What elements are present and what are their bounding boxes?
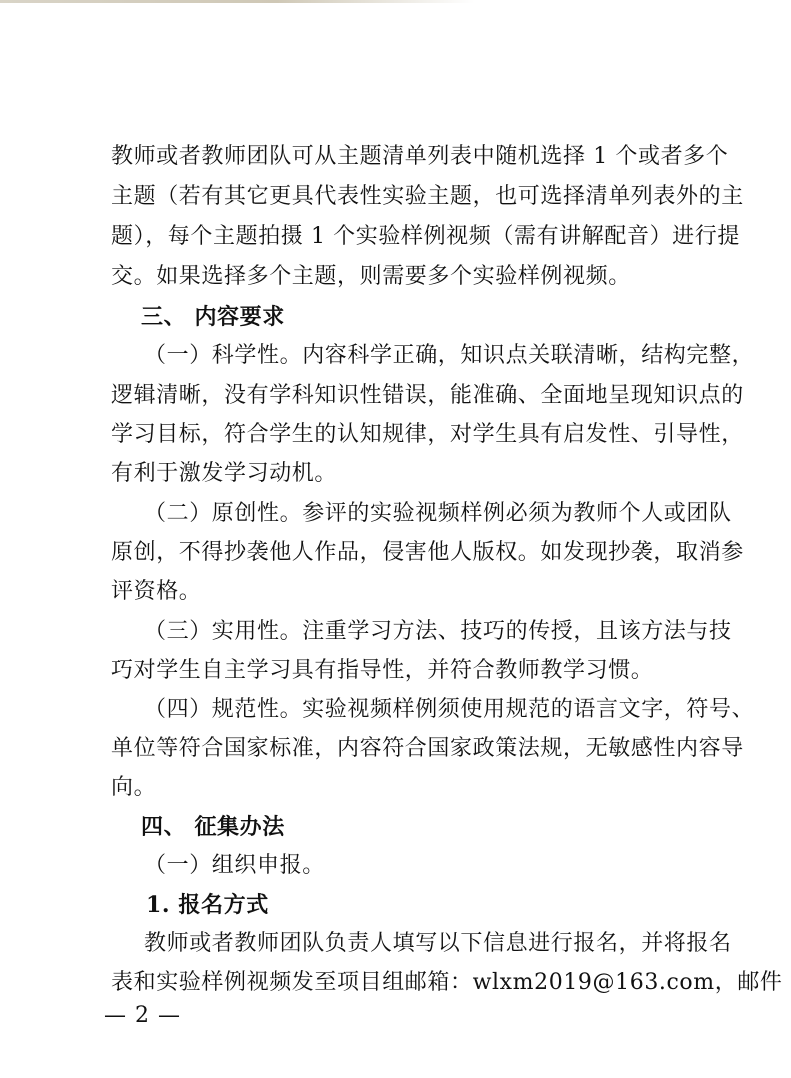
body-line: 题），每个主题拍摄 1 个实验样例视频（需有讲解配音）进行提 [111, 224, 740, 249]
paragraph-registration-line: 教师或者教师团队负责人填写以下信息进行报名，并将报名 [144, 931, 732, 956]
paragraph-standard-line: 向。 [111, 775, 157, 800]
section-heading-collection-method: 四、 征集办法 [141, 814, 285, 840]
body-line: 交。如果选择多个主题，则需要多个实验样例视频。 [111, 264, 631, 289]
paragraph-practicality-line: 巧对学生自主学习具有指导性，并符合教师教学习惯。 [111, 658, 654, 683]
paragraph-scientific-line: （一）科学性。内容科学正确，知识点关联清晰，结构完整， [144, 343, 755, 368]
paragraph-scientific-line: 逻辑清晰，没有学科知识性错误，能准确、全面地呈现知识点的 [111, 383, 744, 408]
paragraph-originality-line: （二）原创性。参评的实验视频样例必须为教师个人或团队 [144, 501, 732, 526]
paragraph-standard-line: 单位等符合国家标准，内容符合国家政策法规，无敏感性内容导 [111, 736, 744, 761]
paragraph-registration-line: 表和实验样例视频发至项目组邮箱：wlxm2019@163.com，邮件 [111, 970, 783, 995]
paragraph-practicality-line: （三）实用性。注重学习方法、技巧的传授，且该方法与技 [144, 619, 732, 644]
section-heading-content-requirements: 三、 内容要求 [141, 304, 285, 330]
paragraph-originality-line: 评资格。 [111, 579, 202, 604]
top-edge-rule [0, 0, 791, 3]
page-number: — 2 — [104, 1003, 181, 1028]
subheading-registration-method: 1. 报名方式 [146, 892, 269, 918]
paragraph-originality-line: 原创，不得抄袭他人作品，侵害他人版权。如发现抄袭，取消参 [111, 540, 744, 565]
paragraph-standard-line: （四）规范性。实验视频样例须使用规范的语言文字，符号、 [144, 697, 755, 722]
body-line: 主题（若有其它更具代表性实验主题，也可选择清单列表外的主 [111, 184, 744, 209]
body-line: 教师或者教师团队可从主题清单列表中随机选择 1 个或者多个 [111, 144, 729, 169]
subheading-organize-application: （一）组织申报。 [144, 853, 325, 878]
paragraph-scientific-line: 学习目标，符合学生的认知规律，对学生具有启发性、引导性， [111, 422, 744, 447]
paragraph-scientific-line: 有利于激发学习动机。 [111, 461, 338, 486]
